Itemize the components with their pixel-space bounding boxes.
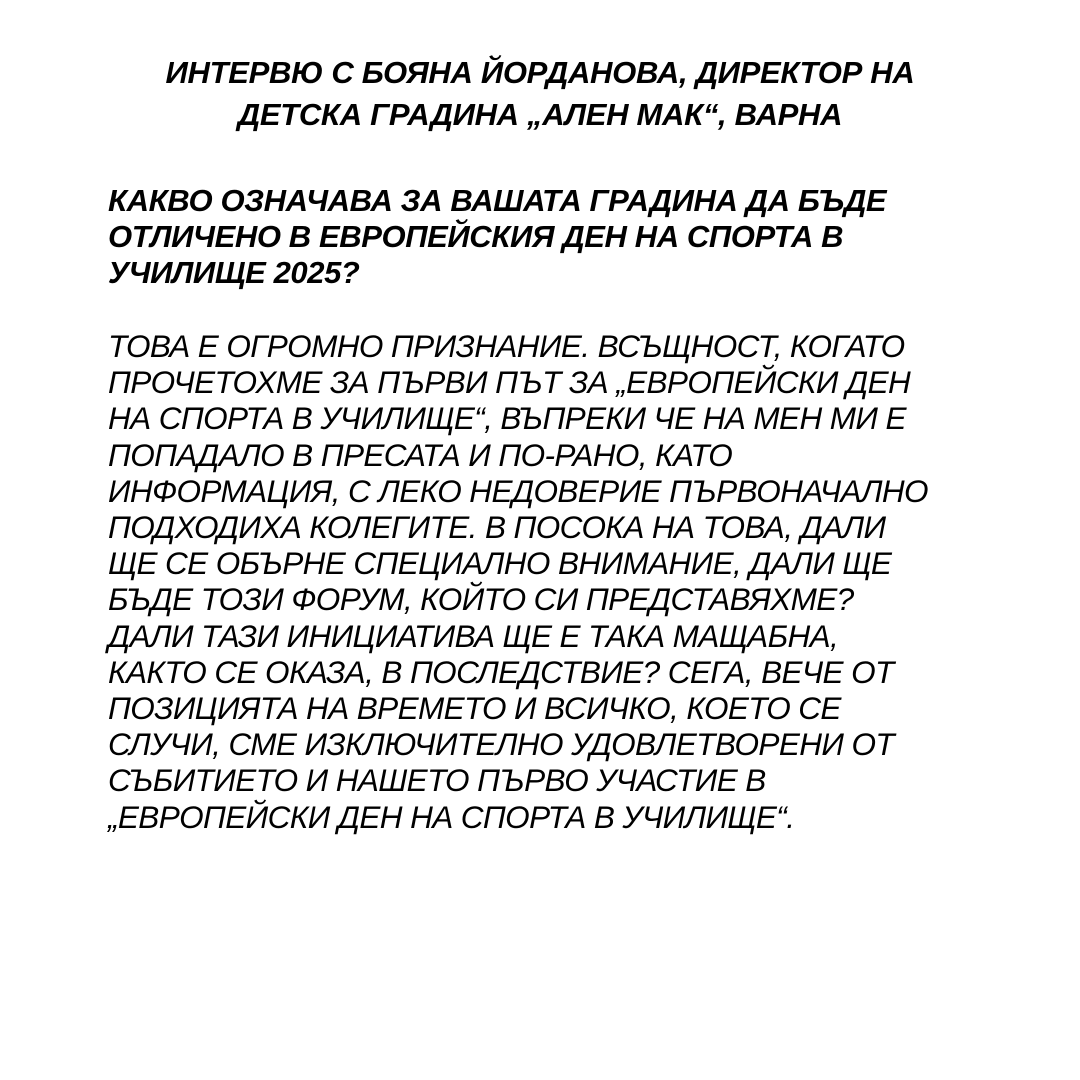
question-line: УЧИЛИЩЕ 2025? [108,255,360,290]
question-line: КАКВО ОЗНАЧАВА ЗА ВАШАТА ГРАДИНА ДА БЪДЕ [108,183,887,218]
answer-line: ПОЗИЦИЯТА НА ВРЕМЕТО И ВСИЧКО, КОЕТО СЕ [108,690,841,727]
answer-line: СЪБИТИЕТО И НАШЕТО ПЪРВО УЧАСТИЕ В [108,762,766,799]
answer-line: СЛУЧИ, СМЕ ИЗКЛЮЧИТЕЛНО УДОВЛЕТВОРЕНИ ОТ [108,726,895,763]
question-line: ОТЛИЧЕНО В ЕВРОПЕЙСКИЯ ДЕН НА СПОРТА В [108,219,844,254]
title-line: ДЕТСКА ГРАДИНА „АЛЕН МАК“, ВАРНА [237,97,843,132]
answer-line: КАКТО СЕ ОКАЗА, В ПОСЛЕДСТВИЕ? СЕГА, ВЕЧЕ ОТ [108,653,894,690]
answer-line: ИНФОРМАЦИЯ, С ЛЕКО НЕДОВЕРИЕ ПЪРВОНАЧАЛНО [108,472,928,509]
title-line: ИНТЕРВЮ С БОЯНА ЙОРДАНОВА, ДИРЕКТОР НА [165,55,915,90]
interview-question [108,183,988,291]
answer-line: НА СПОРТА В УЧИЛИЩЕ“, ВЪПРЕКИ ЧЕ НА МЕН МИ Е [108,400,906,437]
answer-line: ПОДХОДИХА КОЛЕГИТЕ. В ПОСОКА НА ТОВА, ДАЛИ [108,509,886,546]
answer-line: ДАЛИ ТАЗИ ИНИЦИАТИВА ЩЕ Е ТАКА МАЩАБНА, [108,617,839,654]
answer-line: ПОПАДАЛО В ПРЕСАТА И ПО-РАНО, КАТО [108,436,733,473]
interview-title [90,52,990,136]
interview-answer [108,328,1008,835]
answer-line: ПРОЧЕТОХМЕ ЗА ПЪРВИ ПЪТ ЗА „ЕВРОПЕЙСКИ ДЕН [108,364,911,401]
answer-line: „ЕВРОПЕЙСКИ ДЕН НА СПОРТА В УЧИЛИЩЕ“. [108,798,795,835]
answer-line: БЪДЕ ТОЗИ ФОРУМ, КОЙТО СИ ПРЕДСТАВЯХМЕ? [108,581,854,618]
answer-line: ЩЕ СЕ ОБЪРНЕ СПЕЦИАЛНО ВНИМАНИЕ, ДАЛИ ЩЕ [108,545,892,582]
answer-line: ТОВА Е ОГРОМНО ПРИЗНАНИЕ. ВСЪЩНОСТ, КОГАТО [108,328,905,364]
